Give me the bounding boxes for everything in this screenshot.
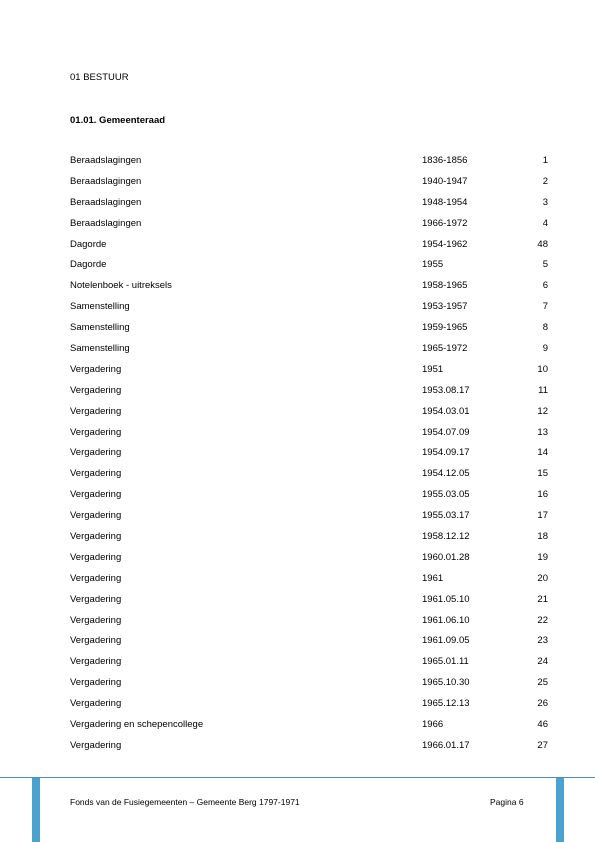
list-item	[70, 447, 548, 468]
entry-number: 22	[537, 614, 548, 626]
entry-number: 46	[537, 719, 548, 731]
entry-number: 9	[542, 343, 548, 355]
entry-title: Vergadering	[70, 698, 122, 710]
section-title: 01 BESTUUR	[70, 72, 129, 83]
entry-number: 17	[537, 510, 548, 522]
entry-date: 1954.12.05	[422, 468, 470, 480]
entry-title: Vergadering	[70, 405, 122, 417]
entry-number: 21	[537, 593, 548, 605]
entry-date: 1961.06.10	[422, 614, 470, 626]
list-item	[70, 301, 548, 322]
list-item	[70, 489, 548, 510]
list-item	[70, 197, 548, 218]
footer-accent-bar-right	[556, 778, 564, 842]
entry-number: 1	[542, 155, 548, 166]
entry-date: 1836-1856	[422, 155, 468, 166]
entry-title: Vergadering	[70, 426, 122, 438]
list-item	[70, 218, 548, 239]
list-item	[70, 615, 548, 636]
entry-title: Vergadering	[70, 384, 122, 396]
entry-date: 1955.03.05	[422, 489, 470, 501]
entry-number: 26	[537, 698, 548, 710]
subsection-title: 01.01. Gemeenteraad	[70, 115, 166, 126]
entry-title: Beraadslagingen	[70, 217, 142, 229]
list-item	[70, 280, 548, 301]
entry-title: Samenstelling	[70, 301, 130, 313]
entry-date: 1954.09.17	[422, 447, 470, 459]
list-item	[70, 176, 548, 197]
list-item	[70, 343, 548, 364]
entry-number: 7	[542, 301, 548, 313]
entry-number: 19	[537, 551, 548, 563]
entry-title: Vergadering	[70, 531, 122, 543]
entry-number: 15	[537, 468, 548, 480]
entry-number: 13	[537, 426, 548, 438]
entry-date: 1965.10.30	[422, 677, 470, 689]
entry-title: Dagorde	[70, 259, 107, 271]
entry-title: Vergadering	[70, 614, 122, 626]
entry-date: 1965-1972	[422, 343, 468, 355]
list-item	[70, 510, 548, 531]
list-item	[70, 468, 548, 489]
entry-date: 1965.12.13	[422, 698, 470, 710]
list-item	[70, 364, 548, 385]
entry-date: 1953-1957	[422, 301, 468, 313]
entry-date: 1966-1972	[422, 217, 468, 229]
entry-date: 1940-1947	[422, 175, 468, 187]
list-item	[70, 740, 548, 761]
entry-date: 1955.03.17	[422, 510, 470, 522]
entry-date: 1965.01.11	[422, 656, 469, 668]
entry-date: 1958.12.12	[422, 531, 470, 543]
entry-number: 5	[542, 259, 548, 271]
entry-number: 20	[537, 572, 548, 584]
list-item	[70, 573, 548, 594]
entry-date: 1961.09.05	[422, 635, 470, 647]
entry-title: Beraadslagingen	[70, 155, 142, 166]
entry-title: Vergadering	[70, 656, 122, 668]
list-item	[70, 635, 548, 656]
entry-date: 1953.08.17	[422, 384, 470, 396]
entry-title: Vergadering	[70, 635, 122, 647]
entry-number: 3	[542, 196, 548, 208]
entry-number: 2	[542, 175, 548, 187]
entry-date: 1959-1965	[422, 322, 468, 334]
entry-title: Beraadslagingen	[70, 175, 142, 187]
entry-title: Vergadering	[70, 468, 122, 480]
list-item	[70, 406, 548, 427]
entry-number: 10	[537, 363, 548, 375]
entry-date: 1951	[422, 363, 444, 375]
footer-accent-bar-left	[32, 778, 40, 842]
entry-number: 12	[537, 405, 548, 417]
list-item	[70, 385, 548, 406]
list-item	[70, 656, 548, 677]
entry-title: Dagorde	[70, 238, 107, 250]
entry-number: 27	[537, 739, 548, 751]
entry-title: Beraadslagingen	[70, 196, 142, 208]
entry-date: 1954-1962	[422, 238, 468, 250]
entry-title: Vergadering	[70, 677, 122, 689]
entry-title: Vergadering en schepencollege	[70, 719, 204, 731]
list-item	[70, 239, 548, 260]
entry-title: Vergadering	[70, 572, 122, 584]
entry-number: 25	[537, 677, 548, 689]
entry-date: 1966.01.17	[422, 739, 470, 751]
entry-date: 1966	[422, 719, 444, 731]
list-item	[70, 531, 548, 552]
entry-number: 6	[542, 280, 548, 292]
footer-divider	[0, 777, 595, 778]
entry-number: 23	[537, 635, 548, 647]
page-number: Pagina 6	[490, 797, 524, 807]
entry-number: 16	[537, 489, 548, 501]
entry-number: 8	[542, 322, 548, 334]
entry-number: 4	[542, 217, 548, 229]
inventory-list	[70, 155, 548, 761]
entry-title: Notelenboek - uitreksels	[70, 280, 172, 292]
entry-title: Vergadering	[70, 510, 122, 522]
footer-text: Fonds van de Fusiegemeenten – Gemeente Berg 1797-1971	[70, 797, 300, 807]
list-item	[70, 259, 548, 280]
entry-date: 1955	[422, 259, 444, 271]
list-item	[70, 322, 548, 343]
entry-title: Samenstelling	[70, 343, 130, 355]
entry-number: 14	[537, 447, 548, 459]
entry-date: 1948-1954	[422, 196, 468, 208]
entry-date: 1958-1965	[422, 280, 468, 292]
list-item	[70, 552, 548, 573]
entry-title: Vergadering	[70, 489, 122, 501]
entry-title: Vergadering	[70, 447, 122, 459]
entry-title: Vergadering	[70, 363, 122, 375]
entry-number: 24	[537, 656, 548, 668]
entry-date: 1960.01.28	[422, 551, 470, 563]
entry-title: Vergadering	[70, 739, 122, 751]
entry-number: 48	[537, 238, 548, 250]
entry-date: 1954.03.01	[422, 405, 470, 417]
list-item	[70, 677, 548, 698]
entry-date: 1961	[422, 572, 444, 584]
list-item	[70, 719, 548, 740]
entry-title: Vergadering	[70, 551, 122, 563]
list-item	[70, 427, 548, 448]
entry-number: 11	[538, 384, 548, 396]
list-item	[70, 594, 548, 615]
list-item	[70, 698, 548, 719]
entry-number: 18	[537, 531, 548, 543]
entry-date: 1961.05.10	[422, 593, 470, 605]
entry-title: Vergadering	[70, 593, 122, 605]
list-item	[70, 155, 548, 176]
entry-date: 1954.07.09	[422, 426, 470, 438]
entry-title: Samenstelling	[70, 322, 130, 334]
